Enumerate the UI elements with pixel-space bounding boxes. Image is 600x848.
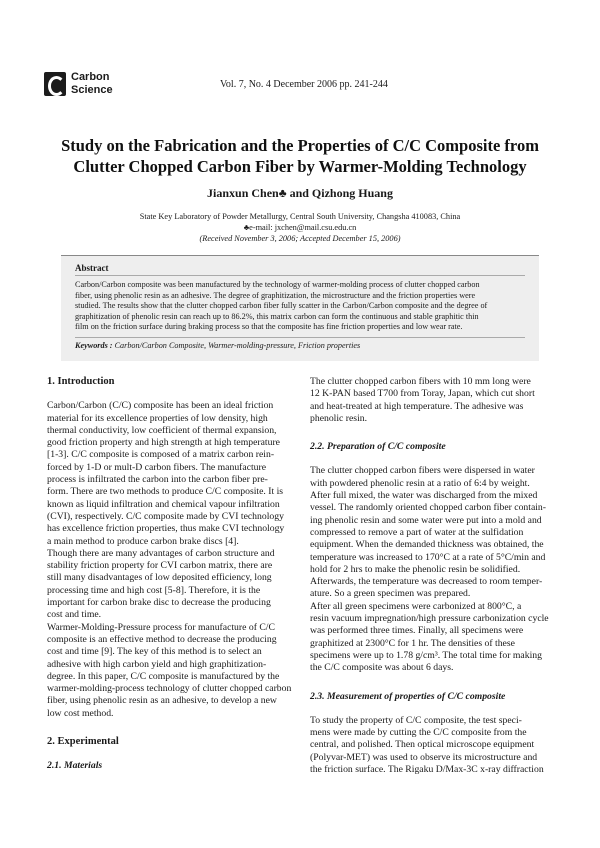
body-line: stability friction property for CVI carbon matrix, there are (47, 560, 273, 572)
body-line: thermal conductivity, low coefficient of thermal expansion, (47, 424, 277, 436)
body-line: graphitized at 2300°C for 1 hr. The densities of these (310, 637, 515, 649)
body-line: temperature was increased to 170°C at a rate of 5°C/min and (310, 551, 546, 563)
authors: Jianxun Chen♣ and Qizhong Huang (207, 186, 393, 200)
journal-name-line1: Carbon (71, 71, 110, 83)
body-line: good friction property and high strength at high temperature (47, 437, 280, 449)
body-line: (CVI), respectively. C/C composite made by CVI technology (47, 510, 284, 522)
affiliation (30, 211, 570, 244)
body-line: the friction surface. The Rigaku D/Max-3C x-ray diffraction (310, 764, 544, 776)
body-line: equipment. When the demanded thickness was obtained, the (310, 539, 544, 551)
body-line: forced by 1-D or mult-D carbon fibers. The manufacture (47, 461, 267, 473)
body-line: warmer-molding-process technology of clutter chopped carbon (47, 683, 292, 695)
body-line: central, and polished. Then optical microscope equipment (310, 739, 535, 751)
received-dates: (Received November 3, 2006; Accepted December 15, 2006) (199, 234, 401, 243)
body-line: the C/C composite was about 6 days. (310, 662, 454, 674)
body-line: low cost method. (47, 707, 114, 719)
section-heading-experimental: 2. Experimental (47, 736, 119, 748)
abstract-heading: Abstract (75, 263, 109, 273)
subsection-heading-preparation: 2.2. Preparation of C/C composite (310, 441, 446, 453)
body-line: important for carbon brake disc to decrease the producing (47, 597, 271, 609)
body-line: material for its excellence properties of low density, high (47, 412, 268, 424)
body-line: After full mixed, the water was discharged from the mixed (310, 490, 538, 502)
left-column (47, 376, 292, 773)
body-line: known as liquid infiltration and chemical vapour infiltration (47, 498, 280, 510)
body-line: cost and time [9]. The key of this method is to select an (47, 646, 262, 658)
affiliation-institute: State Key Laboratory of Powder Metallurgy, Central South University, Changsha 410083, China (139, 212, 461, 221)
journal-name (71, 71, 113, 97)
body-line: compressed to remove a part of water at the sulfidation (310, 526, 524, 538)
keywords (75, 341, 360, 350)
keywords-label: Keywords : (75, 341, 113, 350)
body-line: a main method to produce carbon brake discs [4]. (47, 535, 239, 547)
body-line: fiber, using phenolic resin as an adhesive, to develop a new (47, 695, 277, 707)
paper-title (30, 135, 570, 177)
body-line: The clutter chopped carbon fibers with 10 mm long were (310, 376, 531, 387)
subsection-heading-measurement: 2.3. Measurement of properties of C/C composite (310, 690, 506, 702)
body-line: Though there are many advantages of carbon structure and (47, 547, 275, 559)
affiliation-email: ♣e-mail: jxchen@mail.csu.edu.cn (243, 223, 357, 232)
journal-name-line2: Science (71, 84, 113, 96)
body-line: cost and time. (47, 609, 102, 621)
body-line: with powdered phenolic resin at a ratio of 6:4 by weight. (310, 477, 530, 489)
section-heading-introduction: 1. Introduction (47, 376, 115, 387)
volume-info: Vol. 7, No. 4 December 2006 pp. 241-244 (220, 79, 388, 90)
body-line: Warmer-Molding-Pressure process for manufacture of C/C (47, 621, 275, 633)
right-column (310, 376, 555, 776)
body-line: Afterwards, the temperature was decreased to room temper- (310, 576, 543, 588)
body-line: was performed three times. Finally, all specimens were (310, 625, 524, 637)
paper-title-line2: Clutter Chopped Carbon Fiber by Warmer-Molding Technology (73, 157, 527, 176)
body-line: To study the property of C/C composite, the test speci- (310, 714, 522, 726)
abstract-line: Carbon/Carbon composite was been manufactured by the technology of warmer-molding process of clutter chopped carbon (75, 280, 480, 289)
body-line: The clutter chopped carbon fibers were dispersed in water (310, 465, 535, 477)
body-line: degree. In this paper, C/C composite is manufactured by the (47, 670, 280, 682)
body-line: (Polyvar-MET) was used to observe its microstructure and (310, 751, 538, 763)
body-line: form. There are two methods to produce C/C composite. It is (47, 486, 284, 498)
keywords-divider (75, 337, 525, 338)
body-line: After all green specimens were carbonized at 800°C, a (310, 600, 522, 612)
journal-logo-icon (44, 72, 66, 96)
body-line: resin vacuum impregnation/high pressure carbonization cycle (310, 613, 549, 625)
body-line: hold for 2 hrs to make the phenolic resin be solidified. (310, 563, 521, 575)
abstract-line: graphitization of phenolic resin can reach up to 86.2%, this matrix carbon can form the continuous and stable graphitic thin (75, 311, 479, 321)
body-line: has excellence friction properties, thus make CVI technology (47, 523, 285, 535)
abstract-line: fiber, using phenolic resin as an adhesive. The degree of graphitization, the microstructure and the friction properties were (75, 290, 476, 300)
body-line: adhesive with high carbon yield and high graphitization- (47, 658, 267, 670)
body-line: [1-3]. C/C composite is composed of a matrix carbon rein- (47, 449, 275, 461)
body-line: and heat-treated at high temperature. The adhesive was (310, 400, 524, 412)
keywords-list: Carbon/Carbon Composite, Warmer-molding-pressure, Friction properties (112, 341, 361, 350)
body-line: mens were made by cutting the C/C composite from the (310, 727, 527, 739)
body-line: 12 K-PAN based T700 from Toray, Japan, which cut short (310, 388, 535, 400)
abstract-line: studied. The results show that the clutter chopped carbon fiber fully scatter in the Carbon/Carbon composite and the degree of (75, 301, 488, 311)
body-line: processing time and high cost [5-8]. Therefore, it is the (47, 584, 261, 596)
body-line: still many disadvantages of low deposited efficiency, long (47, 572, 272, 584)
body-line: phenolic resin. (310, 412, 368, 424)
paper-title-line1: Study on the Fabrication and the Properties of C/C Composite from (61, 136, 539, 155)
abstract-divider (75, 275, 525, 276)
body-line: specimens were up to 1.78 g/cm³. The total time for making (310, 649, 542, 661)
body-line: ature. So a green specimen was prepared. (310, 588, 471, 600)
abstract-text (75, 280, 525, 333)
subsection-heading-materials: 2.1. Materials (47, 760, 103, 772)
body-line: composite is an effective method to decrease the producing (47, 633, 277, 645)
body-line: Carbon/Carbon (C/C) composite has been an ideal friction (47, 400, 274, 412)
abstract-line: film on the friction surface during braking process so that the composite has fine friction properties and low wear rate. (75, 322, 463, 332)
body-line: ing phenolic resin and some water were put into a mold and (310, 514, 542, 526)
body-line: vessel. The randomly oriented chopped carbon fiber contain- (310, 502, 547, 514)
body-line: process is infiltrated the carbon into the carbon fiber pre- (47, 474, 268, 486)
